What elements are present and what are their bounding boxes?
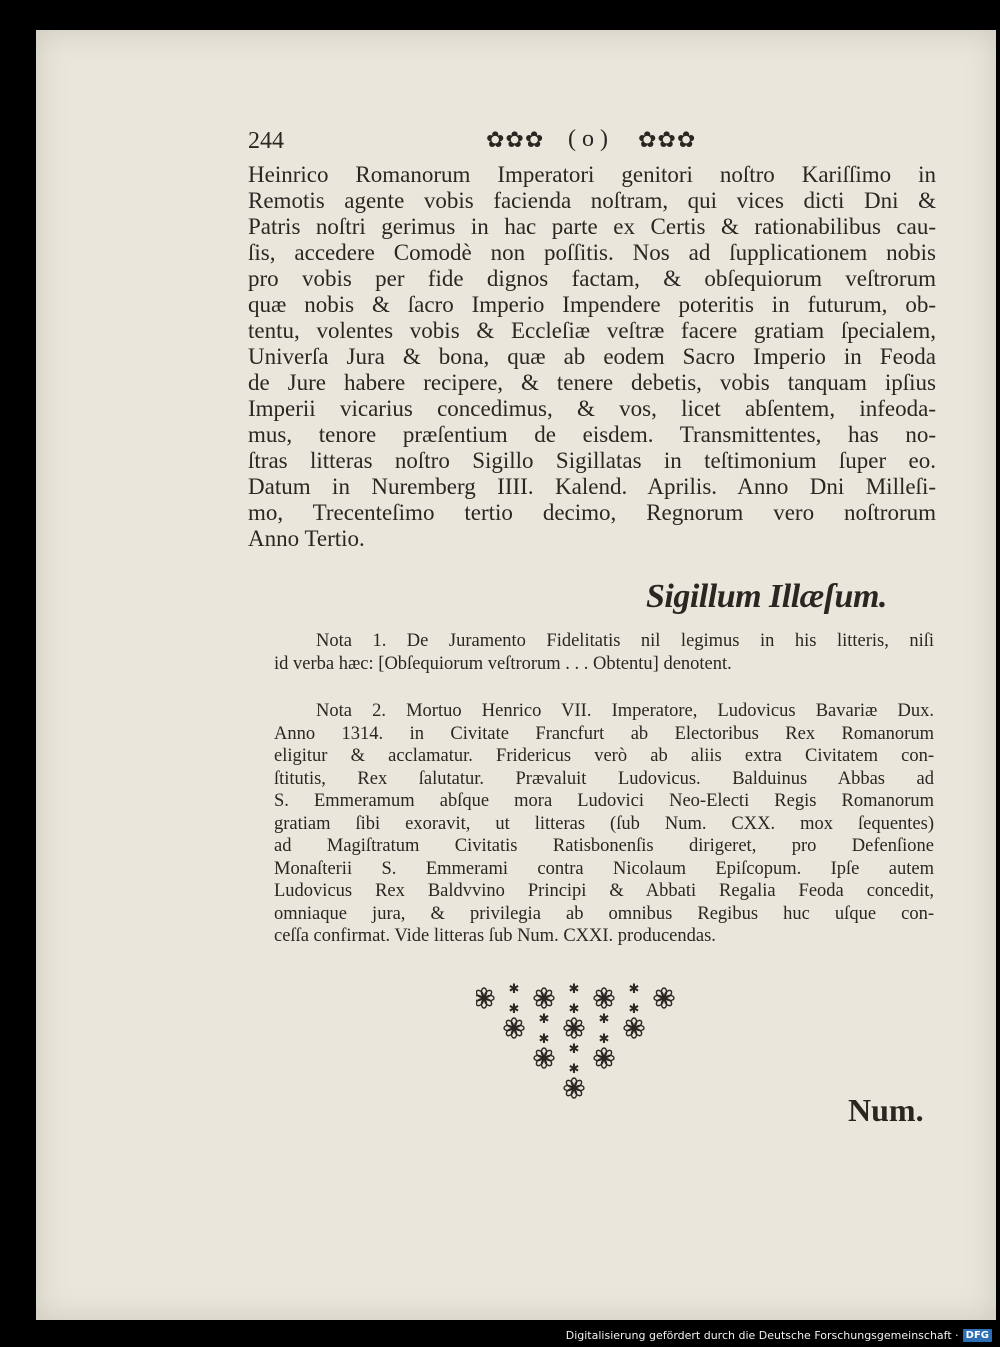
text-line: Anno Tertio. <box>248 526 365 551</box>
note-line: Monaſterii S. Emmerami contra Nicolaum Epiſcopum. Ipſe autem <box>274 858 934 879</box>
text-line: de Jure habere recipere, & tenere debetis, vobis tanquam ipſius <box>248 370 936 395</box>
text-line: ſtras litteras noſtro Sigillo Sigillatas in teſtimonium ſuper eo. <box>248 448 936 473</box>
note-line: Ludovicus Rex Baldvvino Principi & Abbati Regalia Feoda concedit, <box>274 881 934 901</box>
rosette-ornament-icon <box>476 970 736 1100</box>
note-line: Nota 2. Mortuo Henrico VII. Imperatore, Ludovicus Bavariæ Dux. <box>316 701 934 721</box>
rosette-flower-icon <box>534 1048 554 1068</box>
header-ornament-right-icon: ✿✿✿ <box>638 128 697 153</box>
footer-text: Digitalisierung gefördert durch die Deutsche Forschungsgemeinschaft · <box>565 1328 959 1342</box>
rosette-star-icon: ✱ <box>568 982 580 997</box>
rosette-star-icon: ✱ <box>568 1062 580 1077</box>
charter-text <box>248 162 936 552</box>
book-page <box>36 30 996 1320</box>
note-1 <box>274 630 934 675</box>
note-line: Anno 1314. in Civitate Francfurt ab Electoribus Rex Romanorum <box>274 723 934 744</box>
rosette-star-icon: ✱ <box>628 982 640 997</box>
rosette-flower-icon <box>594 988 614 1008</box>
text-line: Heinrico Romanorum Imperatori genitori noſtro Kariſſimo in <box>248 162 936 187</box>
rosette-flower-icon <box>476 988 494 1008</box>
page-number: 244 <box>248 128 284 154</box>
rosette-flower-icon <box>534 988 554 1008</box>
note-line: Nota 1. De Juramento Fidelitatis nil legimus in his litteris, niſi <box>316 631 934 651</box>
rosette-star-icon: ✱ <box>568 1002 580 1017</box>
note-2 <box>274 700 934 948</box>
note-line: eligitur & acclamatur. Fridericus verò ab aliis extra Civitatem con- <box>274 746 934 766</box>
rosette-star-icon: ✱ <box>538 1032 550 1047</box>
rosette-flower-icon <box>594 1048 614 1068</box>
text-line: quæ nobis & ſacro Imperio Impendere poteritis in futurum, ob- <box>248 292 936 317</box>
digitization-footer <box>566 1327 992 1343</box>
rosette-star-icon: ✱ <box>538 1012 550 1027</box>
dfg-logo: DFG <box>963 1329 992 1342</box>
text-line: tentu, volentes vobis & Eccleſiæ veſtræ facere gratiam ſpecialem, <box>248 318 936 343</box>
note-line: ad Magiſtratum Civitatis Ratisbonenſis dirigeret, pro Defenſione <box>274 836 934 856</box>
note-line: id verba hæc: [Obſequiorum veſtrorum . . . Obtentu] denotent. <box>274 653 732 674</box>
rosette-star-icon: ✱ <box>508 982 520 997</box>
catchword: Num. <box>848 1092 924 1128</box>
rosette-flower-icon <box>564 1018 584 1038</box>
rosette-star-icon: ✱ <box>598 1012 610 1027</box>
text-line: mus, tenore præſentium de eisdem. Transmittentes, has no- <box>248 422 936 447</box>
rosette-flower-icon <box>504 1018 524 1038</box>
rosette-flower-icon <box>564 1078 584 1098</box>
text-line: Patris noſtri gerimus in hac parte ex Certis & rationabilibus cau- <box>248 214 936 239</box>
rosette-flower-icon <box>654 988 674 1008</box>
text-line: mo, Trecenteſimo tertio decimo, Regnorum vero noſtrorum <box>248 500 936 525</box>
note-line: gratiam ſibi exoravit, ut litteras (ſub Num. CXX. mox ſequentes) <box>274 813 934 834</box>
header-ornament-left-icon: ✿✿✿ <box>486 128 545 153</box>
note-line: ceſſa confirmat. Vide litteras ſub Num. CXXI. producendas. <box>274 926 716 946</box>
rosette-star-icon: ✱ <box>628 1002 640 1017</box>
text-line: ſis, accedere Comodè non poſſitis. Nos ad ſupplicationem nobis <box>248 240 936 265</box>
rosette-star-icon: ✱ <box>568 1042 580 1057</box>
text-line: Remotis agente vobis facienda noſtram, qui vices dicti Dni & <box>248 188 936 213</box>
text-line: pro vobis per fide dignos factam, & obſequiorum veſtrorum <box>248 266 936 291</box>
rosette-star-icon: ✱ <box>598 1032 610 1047</box>
page-header <box>248 128 748 164</box>
note-line: omniaque jura, & privilegia ab omnibus Regibus huc uſque con- <box>274 903 934 924</box>
rosette-flower-icon <box>624 1018 644 1038</box>
header-mark: ( o ) <box>568 126 608 152</box>
seal-caption: Sigillum Illæſum. <box>646 578 887 615</box>
text-line: Univerſa Jura & bona, quæ ab eodem Sacro Imperio in Feoda <box>248 344 936 369</box>
note-line: ſtitutis, Rex ſalutatur. Prævaluit Ludovicus. Balduinus Abbas ad <box>274 768 934 789</box>
rosette-star-icon: ✱ <box>508 1002 520 1017</box>
note-line: S. Emmeramum abſque mora Ludovici Neo-Electi Regis Romanorum <box>274 791 934 811</box>
text-line: Imperii vicarius concedimus, & vos, licet abſentem, infeoda- <box>248 396 936 421</box>
text-line: Datum in Nuremberg IIII. Kalend. Aprilis. Anno Dni Milleſi- <box>248 474 936 499</box>
